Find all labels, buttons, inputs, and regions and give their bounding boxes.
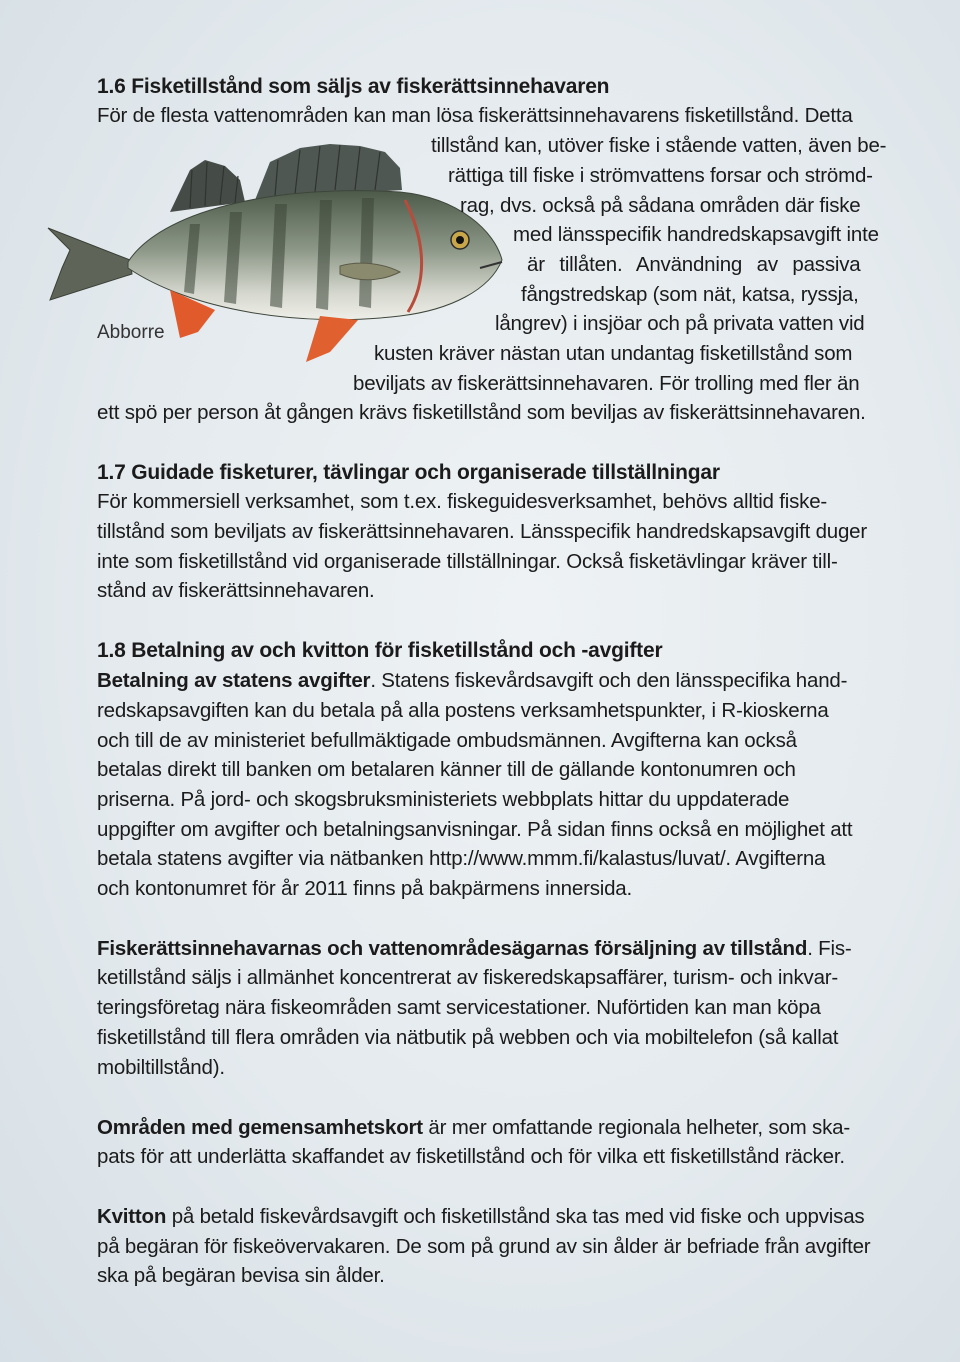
text-line: pats för att underlätta skaffandet av fisketillstånd och för vilka ett fisketillstånd räcker. [97, 1145, 845, 1168]
text-line: För de flesta vattenområden kan man lösa fiskerättsinnehavarens fisketillstånd. Detta [97, 104, 853, 127]
text-line: Betalning av statens avgifter. Statens fiskevårdsavgift och den länsspecifika hand- [97, 669, 848, 692]
text-line: och till de av ministeriet befullmäktigade ombudsmännen. Avgifterna kan också [97, 729, 797, 752]
text-line: kusten kräver nästan utan undantag fisketillstånd som [374, 342, 853, 365]
text-line: teringsföretag nära fiskeområden samt servicestationer. Nuförtiden kan man köpa [97, 996, 821, 1019]
bold-lead: Fiskerättsinnehavarnas och vattenområdesägarnas försäljning av tillstånd [97, 937, 808, 960]
text-line: redskapsavgiften kan du betala på alla postens verksamhetspunkter, i R-kioskerna [97, 699, 829, 722]
text-line: ska på begäran bevisa sin ålder. [97, 1264, 385, 1287]
text-line: Kvitton på betald fiskevårdsavgift och fisketillstånd ska tas med vid fiske och uppvisas [97, 1205, 865, 1228]
section-1-8-heading: 1.8 Betalning av och kvitton för fisketillstånd och -avgifter [97, 639, 663, 662]
text-line: betala statens avgifter via nätbanken http://www.mmm.fi/kalastus/luvat/. Avgifterna [97, 847, 826, 870]
text-line: priserna. På jord- och skogsbruksministeriets webbplats hittar du uppdaterade [97, 788, 790, 811]
fish-caption: Abborre [97, 322, 165, 343]
text-line: inte som fisketillstånd vid organiserade tillställningar. Också fisketävlingar kräver till- [97, 550, 838, 573]
text-line: långrev) i insjöar och på privata vatten vid [495, 312, 865, 335]
text-line: betalas direkt till banken om betalaren känner till de gällande kontonumren och [97, 758, 796, 781]
section-1-6-heading: 1.6 Fisketillstånd som säljs av fiskerättsinnehavaren [97, 75, 610, 98]
text-line: rag, dvs. också på sådana områden där fiske [460, 194, 861, 217]
text-line: ett spö per person åt gången krävs fisketillstånd som beviljas av fiskerättsinnehavaren. [97, 401, 866, 424]
text-line: beviljats av fiskerättsinnehavaren. För trolling med fler än [353, 372, 860, 395]
bold-lead: Betalning av statens avgifter [97, 669, 371, 692]
text-line: För kommersiell verksamhet, som t.ex. fiskeguidesverksamhet, behövs alltid fiske- [97, 490, 828, 513]
section-1-7-heading: 1.7 Guidade fisketurer, tävlingar och organiserade tillställningar [97, 461, 720, 484]
text-line: tillstånd kan, utöver fiske i stående vatten, även be- [431, 134, 887, 157]
text-line: Fiskerättsinnehavarnas och vattenområdesägarnas försäljning av tillstånd. Fis- [97, 937, 852, 960]
text-line: med länsspecifik handredskapsavgift inte [513, 223, 879, 246]
text-line: tillstånd som beviljats av fiskerättsinnehavaren. Länsspecifik handredskapsavgift duger [97, 520, 867, 543]
text-line: fångstredskap (som nät, katsa, ryssja, [521, 283, 859, 306]
text-line: rättiga till fiske i strömvattens forsar och strömd- [448, 164, 873, 187]
bold-lead: Kvitton [97, 1205, 167, 1228]
text-line: uppgifter om avgifter och betalningsanvisningar. På sidan finns också en möjlighet att [97, 818, 853, 841]
text-line: mobiltillstånd). [97, 1056, 225, 1079]
text-line: på begäran för fiskeövervakaren. De som på grund av sin ålder är befriade från avgifter [97, 1235, 871, 1258]
text-line: och kontonumret för år 2011 finns på bakpärmens innersida. [97, 877, 633, 900]
bold-lead: Områden med gemensamhetskort [97, 1116, 423, 1139]
text-line: ketillstånd säljs i allmänhet koncentrerat av fiskeredskapsaffärer, turism- och inkvar- [97, 966, 839, 989]
text-line: fisketillstånd till flera områden via nätbutik på webben och via mobiltelefon (så kallat [97, 1026, 839, 1049]
text-line: stånd av fiskerättsinnehavaren. [97, 579, 375, 602]
text-line: är tillåten. Användning av passiva [527, 253, 861, 276]
text-line: Områden med gemensamhetskort är mer omfattande regionala helheter, som ska- [97, 1116, 850, 1139]
